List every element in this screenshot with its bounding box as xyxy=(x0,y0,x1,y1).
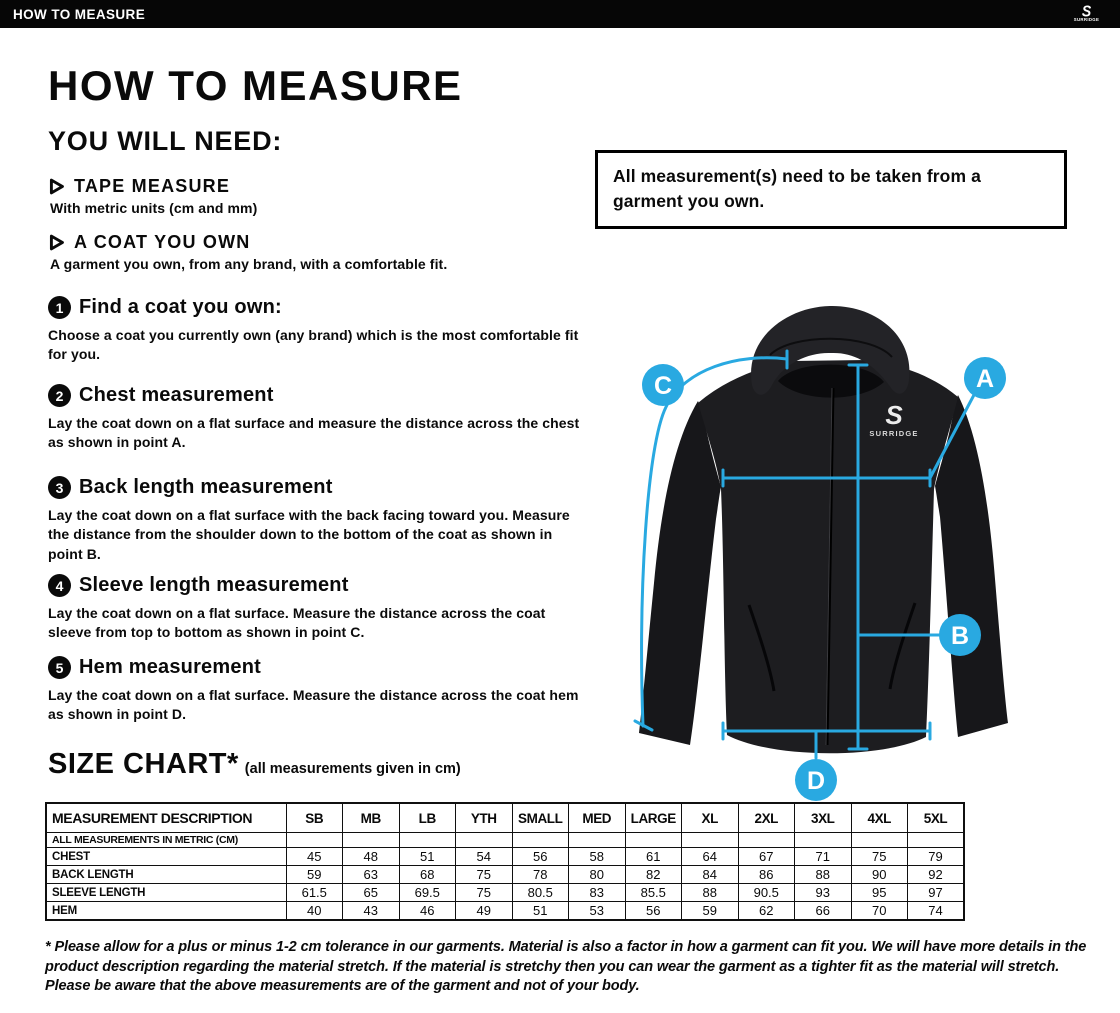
table-row xyxy=(46,866,964,884)
step-title: Back length measurement xyxy=(79,476,333,498)
size-chart-heading xyxy=(48,748,461,781)
point-d-label: D xyxy=(806,767,826,795)
step-title: Chest measurement xyxy=(79,384,274,406)
size-chart-title: SIZE CHART* xyxy=(48,748,239,780)
value-cell: 82 xyxy=(625,866,682,884)
metric-note-cell: ALL MEASUREMENTS IN METRIC (CM) xyxy=(46,833,286,848)
value-cell: 61 xyxy=(625,848,682,866)
value-cell: 56 xyxy=(512,848,569,866)
value-cell: 45 xyxy=(286,848,343,866)
column-header: 3XL xyxy=(795,803,852,833)
value-cell: 64 xyxy=(682,848,739,866)
value-cell: 93 xyxy=(795,884,852,902)
empty-cell xyxy=(569,833,626,848)
value-cell: 90 xyxy=(851,866,908,884)
row-label-cell: CHEST xyxy=(46,848,286,866)
column-header: 5XL xyxy=(908,803,965,833)
surridge-logo xyxy=(1066,1,1107,25)
column-header: SMALL xyxy=(512,803,569,833)
value-cell: 69.5 xyxy=(399,884,456,902)
empty-cell xyxy=(625,833,682,848)
garment-logo-text: SURRIDGE xyxy=(869,429,919,438)
step-description: Lay the coat down on a flat surface and measure the distance across the chest as shown in point A. xyxy=(48,415,580,451)
table-row xyxy=(46,884,964,902)
value-cell: 74 xyxy=(908,902,965,921)
surridge-s-icon: S xyxy=(1081,1,1092,20)
need-description: A garment you own, from any brand, with a comfortable fit. xyxy=(50,256,448,272)
value-cell: 70 xyxy=(851,902,908,921)
value-cell: 97 xyxy=(908,884,965,902)
value-cell: 67 xyxy=(738,848,795,866)
value-cell: 48 xyxy=(343,848,400,866)
empty-cell xyxy=(908,833,965,848)
column-header: LARGE xyxy=(625,803,682,833)
note-box xyxy=(595,150,1067,229)
value-cell: 51 xyxy=(512,902,569,921)
value-cell: 66 xyxy=(795,902,852,921)
value-cell: 83 xyxy=(569,884,626,902)
empty-cell xyxy=(456,833,513,848)
value-cell: 84 xyxy=(682,866,739,884)
jacket-measurement-diagram xyxy=(620,293,1060,805)
column-header: MB xyxy=(343,803,400,833)
empty-cell xyxy=(851,833,908,848)
value-cell: 92 xyxy=(908,866,965,884)
value-cell: 75 xyxy=(851,848,908,866)
step-item xyxy=(48,384,600,453)
row-label-cell: BACK LENGTH xyxy=(46,866,286,884)
empty-cell xyxy=(738,833,795,848)
column-header: MEASUREMENT DESCRIPTION xyxy=(46,803,286,833)
size-chart-table xyxy=(45,802,965,921)
step-description: Lay the coat down on a flat surface with the back facing toward you. Measure the distance from the shoulder down to the bottom of the coat as shown in point B. xyxy=(48,507,570,562)
column-header: 2XL xyxy=(738,803,795,833)
value-cell: 61.5 xyxy=(286,884,343,902)
size-chart-body xyxy=(46,833,964,921)
need-title: A COAT YOU OWN xyxy=(74,232,251,252)
value-cell: 88 xyxy=(795,866,852,884)
footnote-text: * Please allow for a plus or minus 1-2 cm tolerance in our garments. Material is also a factor in how a garment can fit you. We will have more details in the product description regarding the material stretch. If the material is stretchy then you can wear the garment as a tighter fit as the material will stretch. Please be aware that the above measurements are of the garment and not of your body. xyxy=(45,939,1087,995)
size-chart-subtitle: (all measurements given in cm) xyxy=(244,761,461,777)
value-cell: 75 xyxy=(456,884,513,902)
point-a-label: A xyxy=(975,365,995,393)
value-cell: 85.5 xyxy=(625,884,682,902)
value-cell: 59 xyxy=(682,902,739,921)
value-cell: 80 xyxy=(569,866,626,884)
row-label-cell: HEM xyxy=(46,902,286,921)
page-title: HOW TO MEASURE xyxy=(48,62,463,109)
metric-note-row xyxy=(46,833,964,848)
point-b-label: B xyxy=(950,622,970,650)
value-cell: 78 xyxy=(512,866,569,884)
step-item xyxy=(48,656,600,725)
value-cell: 75 xyxy=(456,866,513,884)
empty-cell xyxy=(512,833,569,848)
value-cell: 86 xyxy=(738,866,795,884)
value-cell: 80.5 xyxy=(512,884,569,902)
value-cell: 63 xyxy=(343,866,400,884)
empty-cell xyxy=(399,833,456,848)
value-cell: 59 xyxy=(286,866,343,884)
top-bar-title: HOW TO MEASURE xyxy=(13,6,146,22)
note-text: All measurement(s) need to be taken from a garment you own. xyxy=(613,166,981,212)
step-item xyxy=(48,296,600,365)
table-row xyxy=(46,902,964,921)
step-title: Hem measurement xyxy=(79,656,261,678)
step-number-badge: 2 xyxy=(48,384,71,407)
step-number-badge: 4 xyxy=(48,574,71,597)
empty-cell xyxy=(343,833,400,848)
you-will-need-heading: YOU WILL NEED: xyxy=(48,126,283,156)
step-item xyxy=(48,574,600,643)
need-title: TAPE MEASURE xyxy=(74,176,231,196)
column-header: XL xyxy=(682,803,739,833)
step-number-badge: 5 xyxy=(48,656,71,679)
row-label-cell: SLEEVE LENGTH xyxy=(46,884,286,902)
value-cell: 46 xyxy=(399,902,456,921)
column-header: SB xyxy=(286,803,343,833)
empty-cell xyxy=(286,833,343,848)
value-cell: 62 xyxy=(738,902,795,921)
step-title: Find a coat you own: xyxy=(79,296,282,318)
value-cell: 40 xyxy=(286,902,343,921)
value-cell: 43 xyxy=(343,902,400,921)
value-cell: 51 xyxy=(399,848,456,866)
column-header: LB xyxy=(399,803,456,833)
value-cell: 49 xyxy=(456,902,513,921)
column-header: 4XL xyxy=(851,803,908,833)
value-cell: 90.5 xyxy=(738,884,795,902)
step-number-badge: 3 xyxy=(48,476,71,499)
jacket-left-sleeve xyxy=(639,401,721,745)
value-cell: 71 xyxy=(795,848,852,866)
value-cell: 65 xyxy=(343,884,400,902)
step-description: Choose a coat you currently own (any brand) which is the most comfortable fit for you. xyxy=(48,327,579,363)
step-description: Lay the coat down on a flat surface. Measure the distance across the coat sleeve from top to bottom as shown in point C. xyxy=(48,605,546,641)
value-cell: 68 xyxy=(399,866,456,884)
value-cell: 79 xyxy=(908,848,965,866)
need-description: With metric units (cm and mm) xyxy=(50,200,258,216)
value-cell: 56 xyxy=(625,902,682,921)
empty-cell xyxy=(682,833,739,848)
step-description: Lay the coat down on a flat surface. Measure the distance across the coat hem as shown in point D. xyxy=(48,687,579,723)
value-cell: 58 xyxy=(569,848,626,866)
surridge-logo-text: SURRIDGE xyxy=(1073,17,1100,22)
point-c-label: C xyxy=(653,372,673,400)
column-header: MED xyxy=(569,803,626,833)
value-cell: 95 xyxy=(851,884,908,902)
value-cell: 54 xyxy=(456,848,513,866)
column-header: YTH xyxy=(456,803,513,833)
empty-cell xyxy=(795,833,852,848)
value-cell: 88 xyxy=(682,884,739,902)
value-cell: 53 xyxy=(569,902,626,921)
table-row xyxy=(46,848,964,866)
step-title: Sleeve length measurement xyxy=(79,574,349,596)
step-number-badge: 1 xyxy=(48,296,71,319)
steps-list xyxy=(48,0,600,760)
step-item xyxy=(48,476,600,564)
size-chart-header-row xyxy=(46,803,964,833)
garment-logo-s-icon: S xyxy=(885,400,903,430)
